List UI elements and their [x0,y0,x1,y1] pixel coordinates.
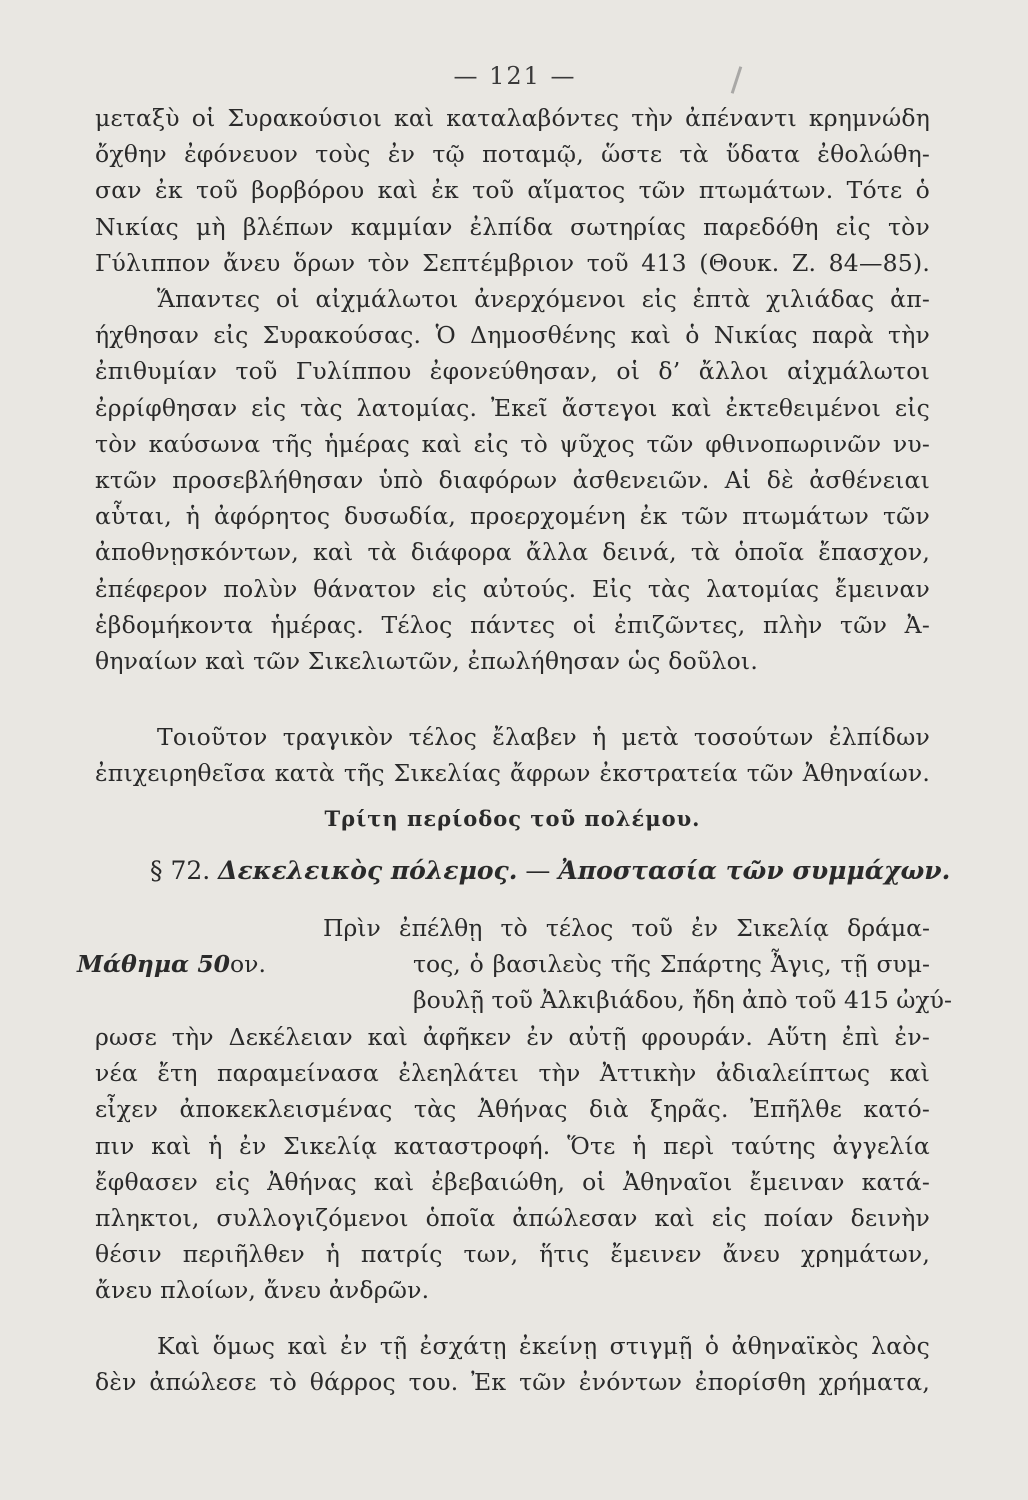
text-line: κτῶν προσεβλήθησαν ὑπὸ διαφόρων ἀσθενειῶν. Αἱ δὲ ἀσθένειαι [95,465,930,494]
text-line: τὸν καύσωνα τῆς ἡμέρας καὶ εἰς τὸ ψῦχος τῶν φθινοπωρινῶν νυ- [95,429,930,458]
text-line: θέσιν περιῆλθεν ἡ πατρίς των, ἥτις ἔμεινεν ἄνευ χρημάτων, [95,1240,930,1269]
paragraph-1 [95,100,930,281]
paragraph-last [95,1328,930,1400]
text-line: Τοιοῦτον τραγικὸν τέλος ἔλαβεν ἡ μετὰ τοσούτων ἐλπίδων [157,723,930,751]
text-line: ρωσε τὴν Δεκέλειαν καὶ ἀφῆκεν ἐν αὐτῇ φρουράν. Αὕτη ἐπὶ ἐν- [95,1023,930,1051]
text-line: ἐπιχειρηθεῖσα κατὰ τῆς Σικελίας ἄφρων ἐκστρατεία τῶν Ἀθηναίων. [95,759,930,788]
section-number: § 72. [150,856,211,885]
text-line: δὲν ἀπώλεσε τὸ θάρρος του. Ἐκ τῶν ἐνόντων ἐπορίσθη χρήματα, [95,1368,930,1397]
text-line: πιν καὶ ἡ ἐν Σικελίᾳ καταστροφή. Ὅτε ἡ περὶ ταύτης ἀγγελία [95,1131,930,1160]
period-heading: Τρίτη περίοδος τοῦ πολέμου. [324,806,701,831]
text-line: μεταξὺ οἱ Συρακούσιοι καὶ καταλαβόντες τὴν ἀπέναντι κρημνώδη [95,104,930,132]
text-line: ὄχθην ἐφόνευον τοὺς ἐν τῷ ποταμῷ, ὥστε τὰ ὕδατα ἐθολώθη- [95,140,930,169]
text-line: ἐπέφερον πολὺν θάνατον εἰς αὐτούς. Εἰς τὰς λατομίας ἔμειναν [95,574,930,603]
text-line: Νικίας μὴ βλέπων καμμίαν ἐλπίδα σωτηρίας παρεδόθη εἰς τὸν [95,212,930,241]
lesson-label-bold: Μάθημα 50 [77,950,231,979]
text-line: πληκτοι, συλλογιζόμενοι ὁποῖα ἀπώλεσαν καὶ εἰς ποίαν δεινὴν [95,1203,930,1232]
section-separator: — [525,856,551,885]
section-title-part2: Ἀποστασία τῶν συμμάχων. [558,856,951,885]
text-line: ήχθησαν εἰς Συρακούσας. Ὁ Δημοσθένης καὶ ὁ Νικίας παρὰ τὴν [95,321,930,350]
text-line: εἶχεν ἀποκεκλεισμένας τὰς Ἀθήνας διὰ ξηρᾶς. Ἐπῆλθε κατό- [95,1095,930,1124]
pencil-mark [731,66,743,94]
lesson-body [95,1019,930,1309]
text-line: νέα ἔτη παραμείνασα ἐλεηλάτει τὴν Ἀττικὴν ἀδιαλείπτως καὶ [95,1059,930,1088]
text-line: ἀποθνῃσκόντων, καὶ τὰ διάφορα ἄλλα δεινά, τὰ ὁποῖα ἔπασχον, [95,538,930,567]
text-line: ἑβδομήκοντα ἡμέρας. Τέλος πάντες οἱ ἐπιζῶντες, πλὴν τῶν Ἀ- [95,610,930,639]
paragraph-2 [95,281,930,679]
text-line: σαν ἐκ τοῦ βορβόρου καὶ ἐκ τοῦ αἵματος τῶν πτωμάτων. Τότε ὁ [95,176,930,205]
page-number: — 121 — [453,62,577,90]
text-line: ἄνευ πλοίων, ἄνευ ἀνδρῶν. [95,1276,430,1305]
lesson-label [77,946,266,982]
text-line: βουλῇ τοῦ Ἀλκιβιάδου, ἤδη ἀπὸ τοῦ 415 ὠχύ- [413,986,952,1015]
text-line: τος, ὁ βασιλεὺς τῆς Σπάρτης Ἆγις, τῇ συμ- [413,950,930,979]
lesson-intro [77,910,952,1019]
text-line: Γύλιππον ἄνευ ὅρων τὸν Σεπτέμβριον τοῦ 413 (Θουκ. Ζ. 84—85). [95,248,930,277]
section-title-part1: Δεκελεικὸς πόλεμος. [218,856,518,885]
lesson-label-suffix: ον. [230,950,266,979]
text-line: ἔφθασεν εἰς Ἀθήνας καὶ ἐβεβαιώθη, οἱ Ἀθηναῖοι ἔμειναν κατά- [95,1167,930,1196]
text-line: ἐρρίφθησαν εἰς τὰς λατομίας. Ἐκεῖ ἄστεγοι καὶ ἐκτεθειμένοι εἰς [95,393,930,422]
text-line: Ἅπαντες οἱ αἰχμάλωτοι ἀνερχόμενοι εἰς ἑπτὰ χιλιάδας ἀπ- [157,285,930,313]
text-line: Πρὶν ἐπέλθῃ τὸ τέλος τοῦ ἐν Σικελίᾳ δράμα- [323,914,930,942]
text-line: ἐπιθυμίαν τοῦ Γυλίππου ἐφονεύθησαν, οἱ δ’ ἄλλοι αἰχμάλωτοι [95,357,930,386]
text-line: θηναίων καὶ τῶν Σικελιωτῶν, ἐπωλήθησαν ὡς δοῦλοι. [95,646,759,675]
paragraph-3 [95,719,930,791]
text-line: αὗται, ἡ ἀφόρητος δυσωδία, προερχομένη ἐκ τῶν πτωμάτων τῶν [95,502,930,531]
section-heading [150,856,951,885]
text-line: Καὶ ὅμως καὶ ἐν τῇ ἐσχάτῃ ἐκείνῃ στιγμῇ ὁ ἀθηναϊκὸς λαὸς [157,1332,930,1360]
